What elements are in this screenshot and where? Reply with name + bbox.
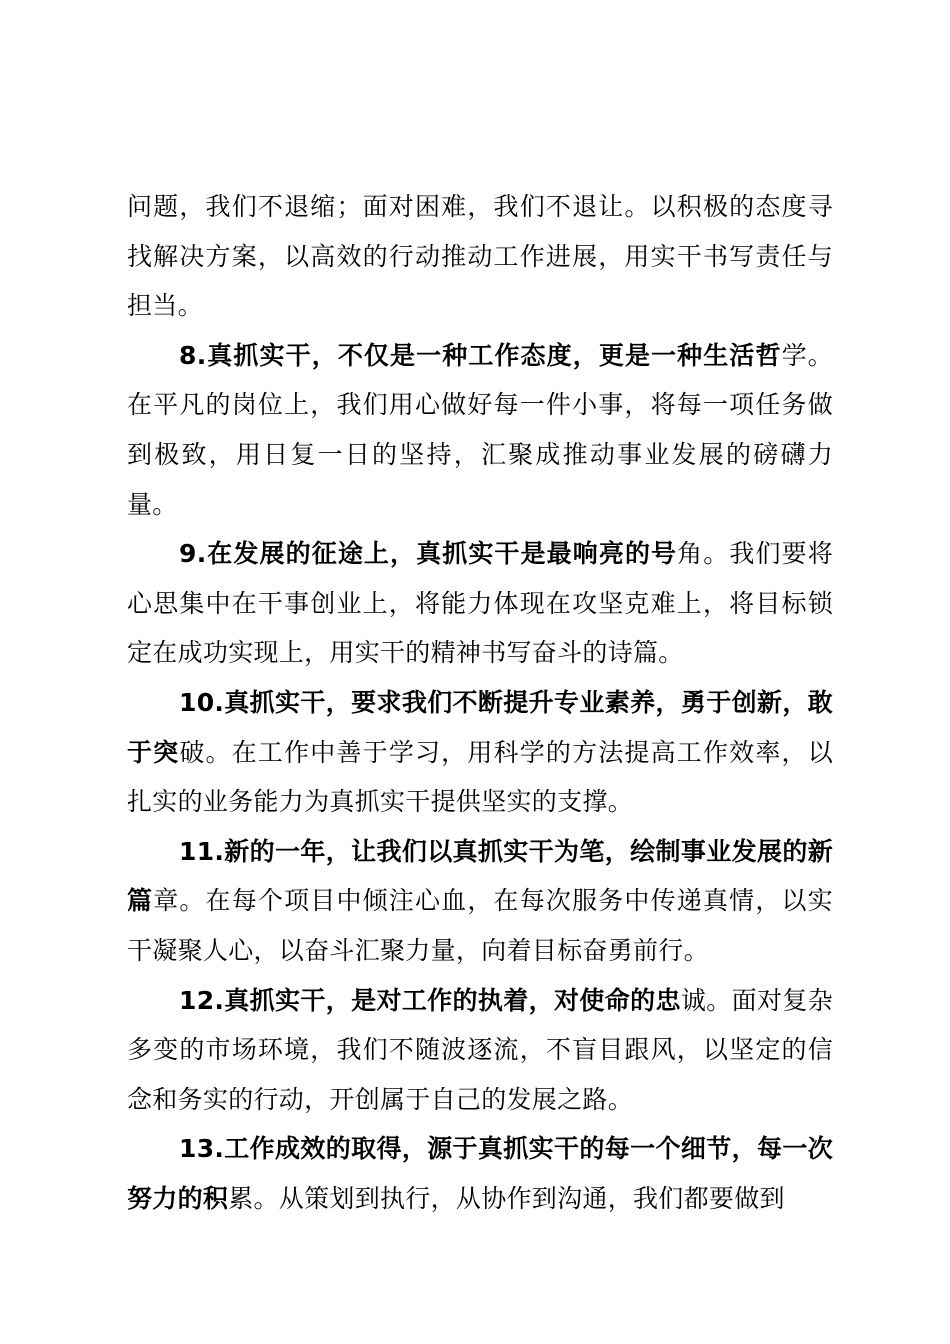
paragraph-text: 诚。面对复杂多变的市场环境，我们不随波逐流，不盲目跟风，以坚定的信念和务实的行动，开创属于自己的发展之路。 [127, 985, 833, 1114]
paragraph-11 [127, 827, 833, 976]
paragraph-text: 章。在每个项目中倾注心血，在每次服务中传递真情，以实干凝聚人心，以奋斗汇聚力量，向着目标奋勇前行。 [127, 886, 833, 965]
paragraph-8 [127, 331, 833, 529]
paragraph-heading: 11.新的一年，让我们以真抓实干为笔，绘制事业发展的新篇 [127, 836, 833, 916]
paragraph-text: 学。在平凡的岗位上，我们用心做好每一件小事，将每一项任务做到极致，用日复一日的坚持，汇聚成推动事业发展的磅礴力量。 [127, 340, 833, 519]
paragraph-heading: 13.工作成效的取得，源于真抓实干的每一个细节，每一次努力的积 [127, 1134, 833, 1213]
paragraph-heading: 8.真抓实干，不仅是一种工作态度，更是一种生活哲 [179, 340, 782, 370]
paragraph-9 [127, 529, 833, 678]
paragraph-text: 问题，我们不退缩；面对困难，我们不退让。以积极的态度寻找解决方案，以高效的行动推动工作进展，用实干书写责任与担当。 [127, 192, 833, 321]
paragraph-heading: 10.真抓实干，要求我们不断提升专业素养，勇于创新，敢于突 [127, 687, 833, 767]
paragraph-text: 角。我们要将心思集中在干事创业上，将能力体现在攻坚克难上，将目标锁定在成功实现上，用实干的精神书写奋斗的诗篇。 [127, 539, 833, 668]
paragraph-text: 破。在工作中善于学习，用科学的方法提高工作效率，以扎实的业务能力为真抓实干提供坚实的支撑。 [127, 737, 833, 817]
paragraph-12 [127, 976, 833, 1125]
paragraph-heading: 9.在发展的征途上，真抓实干是最响亮的号 [179, 539, 678, 569]
paragraph-continuation [127, 182, 833, 331]
paragraph-13 [127, 1124, 833, 1223]
document-page [127, 182, 833, 1223]
paragraph-10 [127, 678, 833, 827]
paragraph-text: 累。从策划到执行，从协作到沟通，我们都要做到 [228, 1183, 785, 1213]
paragraph-heading: 12.真抓实干，是对工作的执着，对使命的忠 [179, 985, 681, 1015]
